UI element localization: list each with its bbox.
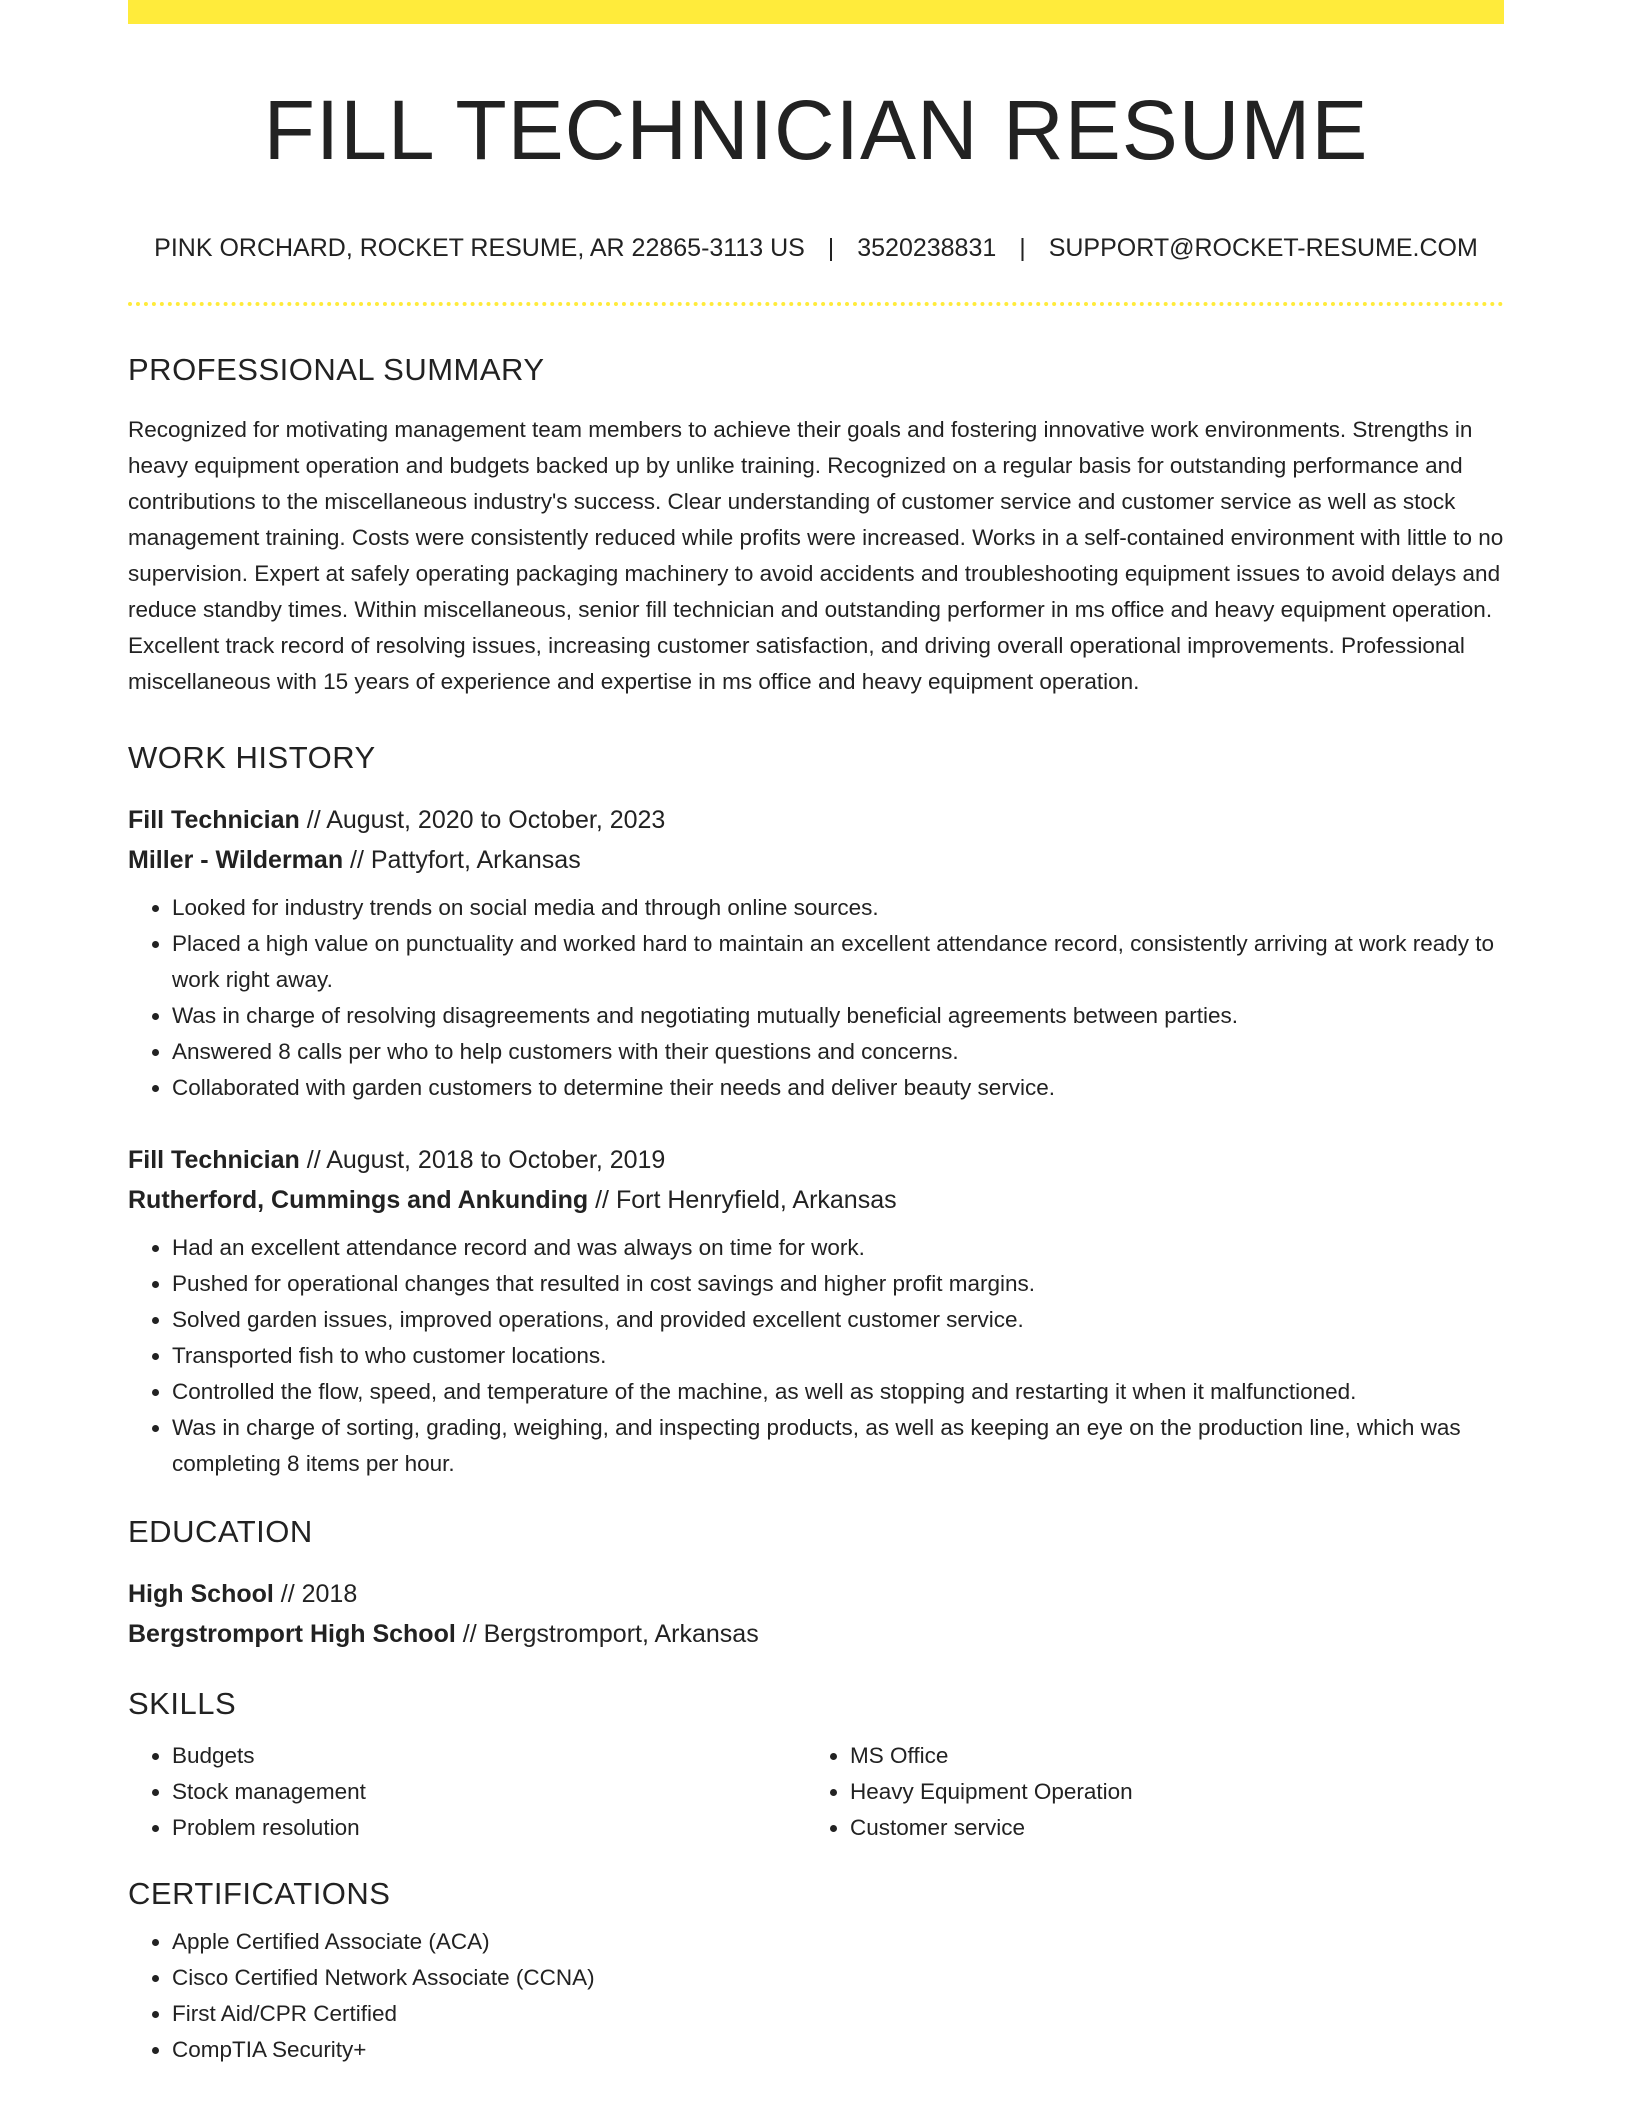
education-degree-line xyxy=(128,1574,1504,1614)
list-item: • Controlled the flow, speed, and temperature of the machine, as well as stopping and restarting it when it malfunctioned. xyxy=(172,1374,1504,1410)
list-item: • Cisco Certified Network Associate (CCNA) xyxy=(172,1960,1504,1996)
education-heading: EDUCATION xyxy=(128,1514,313,1549)
contact-phone: 3520238831 xyxy=(857,234,997,262)
list-item: • First Aid/CPR Certified xyxy=(172,1996,1504,2032)
list-item: • Placed a high value on punctuality and worked hard to maintain an excellent attendance record, consistently arriving at work ready to work right away. xyxy=(172,926,1504,998)
contact-email: SUPPORT@ROCKET-RESUME.COM xyxy=(1048,234,1478,262)
list-item: • Pushed for operational changes that resulted in cost savings and higher profit margins. xyxy=(172,1266,1504,1302)
contact-separator: | xyxy=(827,234,835,262)
job-company: Rutherford, Cummings and Ankunding xyxy=(128,1186,589,1214)
job-company: Miller - Wilderman xyxy=(128,846,344,874)
skills-heading: SKILLS xyxy=(128,1686,237,1721)
skills-column-right xyxy=(806,1738,1484,1846)
education-degree: High School xyxy=(128,1580,274,1608)
list-item: • Solved garden issues, improved operations, and provided excellent customer service. xyxy=(172,1302,1504,1338)
education-school: Bergstromport High School xyxy=(128,1620,456,1648)
job-company-line xyxy=(128,840,1504,880)
certifications-list xyxy=(128,1924,1504,2068)
list-item: • Stock management xyxy=(172,1774,806,1810)
list-item: • Answered 8 calls per who to help customers with their questions and concerns. xyxy=(172,1034,1504,1070)
education-year: // 2018 xyxy=(273,1580,358,1608)
list-item: • Was in charge of sorting, grading, weighing, and inspecting products, as well as keeping an eye on the production line, which was completing 8 items per hour. xyxy=(172,1410,1504,1482)
list-item: • Customer service xyxy=(850,1810,1484,1846)
accent-top-bar xyxy=(128,0,1504,24)
contact-line xyxy=(128,232,1504,264)
list-item: • Problem resolution xyxy=(172,1810,806,1846)
job-bullets xyxy=(128,1230,1504,1482)
education-school-line xyxy=(128,1614,1504,1654)
resume-title: FILL TECHNICIAN RESUME xyxy=(263,83,1369,177)
contact-address: PINK ORCHARD, ROCKET RESUME, AR 22865-3113 US xyxy=(154,234,805,262)
job-location: // Pattyfort, Arkansas xyxy=(343,846,581,874)
summary-heading: PROFESSIONAL SUMMARY xyxy=(128,352,545,387)
list-item: • Had an excellent attendance record and was always on time for work. xyxy=(172,1230,1504,1266)
list-item: • CompTIA Security+ xyxy=(172,2032,1504,2068)
resume-page xyxy=(128,0,1504,2068)
list-item: • Looked for industry trends on social media and through online sources. xyxy=(172,890,1504,926)
list-item: • Heavy Equipment Operation xyxy=(850,1774,1484,1810)
skills-grid xyxy=(128,1738,1504,1846)
job-dates: // August, 2018 to October, 2019 xyxy=(299,1146,666,1174)
dotted-divider xyxy=(128,302,1504,306)
list-item: • Collaborated with garden customers to determine their needs and deliver beauty service. xyxy=(172,1070,1504,1106)
job-company-line xyxy=(128,1180,1504,1220)
job-title: Fill Technician xyxy=(128,1146,300,1174)
list-item: • Was in charge of resolving disagreements and negotiating mutually beneficial agreements between parties. xyxy=(172,998,1504,1034)
job-title: Fill Technician xyxy=(128,806,300,834)
job-title-line xyxy=(128,1140,1504,1180)
summary-text: Recognized for motivating management team members to achieve their goals and fostering innovative work environments. Strengths in heavy equipment operation and budgets backed up by unlike training. Recognized on a regular basis for outstanding performance and contributions to the miscellaneous industry's success. Clear understanding of customer service and customer service as well as stock management training. Costs were consistently reduced while profits were increased. Works in a self-contained environment with little to no supervision. Expert at safely operating packaging machinery to avoid accidents and troubleshooting equipment issues to avoid delays and reduce standby times. Within miscellaneous, senior fill technician and outstanding performer in ms office and heavy equipment operation. Excellent track record of resolving issues, increasing customer satisfaction, and driving overall operational improvements. Professional miscellaneous with 15 years of experience and expertise in ms office and heavy equipment operation. xyxy=(128,417,1504,694)
certifications-heading: CERTIFICATIONS xyxy=(128,1876,391,1911)
contact-separator: | xyxy=(1019,234,1026,262)
job-dates: // August, 2020 to October, 2023 xyxy=(299,806,666,834)
work-history-heading: WORK HISTORY xyxy=(128,740,376,775)
list-item: • Budgets xyxy=(172,1738,806,1774)
job-title-line xyxy=(128,800,1504,840)
skills-column-left xyxy=(128,1738,806,1846)
education-location: // Bergstromport, Arkansas xyxy=(455,1620,759,1648)
list-item: • Apple Certified Associate (ACA) xyxy=(172,1924,1504,1960)
job-location: // Fort Henryfield, Arkansas xyxy=(588,1186,897,1214)
list-item: • Transported fish to who customer locations. xyxy=(172,1338,1504,1374)
job-bullets xyxy=(128,890,1504,1106)
list-item: • MS Office xyxy=(850,1738,1484,1774)
